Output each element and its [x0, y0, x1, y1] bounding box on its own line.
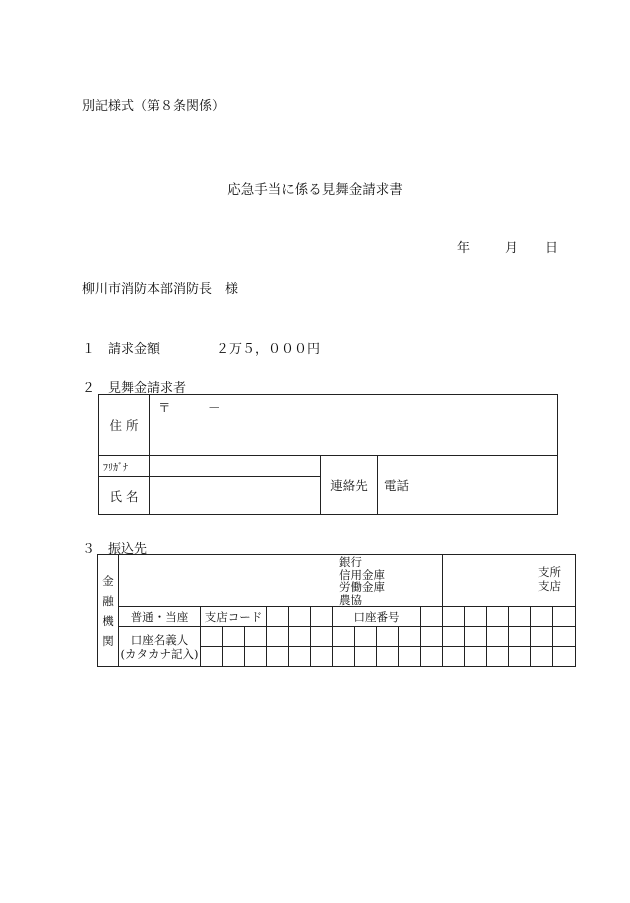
holder-box[interactable]: [553, 627, 576, 647]
account-number-label: 口座番号: [333, 607, 421, 627]
holder-box[interactable]: [553, 647, 576, 667]
branch-code-box-2[interactable]: [289, 607, 311, 627]
holder-box[interactable]: [267, 647, 289, 667]
section-request-amount: [82, 338, 320, 357]
branch-name-field[interactable]: [443, 555, 576, 607]
account-type-label[interactable]: 普通・当座: [119, 607, 201, 627]
address-label: 住 所: [99, 395, 150, 456]
bank-type-list: [119, 555, 442, 606]
holder-box[interactable]: [465, 647, 487, 667]
holder-box[interactable]: [311, 627, 333, 647]
holder-label-line2: (カタカナ記入): [120, 646, 199, 661]
holder-box[interactable]: [223, 627, 245, 647]
holder-box[interactable]: [509, 647, 531, 667]
bank-type-roukin: 労働金庫: [339, 580, 385, 594]
holder-box[interactable]: [201, 647, 223, 667]
holder-box[interactable]: [355, 647, 377, 667]
branch-type-shiten: 支店: [538, 579, 562, 593]
holder-box[interactable]: [531, 627, 553, 647]
holder-box[interactable]: [289, 647, 311, 667]
holder-box[interactable]: [245, 627, 267, 647]
holder-box[interactable]: [333, 647, 355, 667]
claimant-table: [98, 394, 558, 515]
holder-box[interactable]: [399, 647, 421, 667]
holder-box[interactable]: [443, 647, 465, 667]
bank-type-nokyo: 農協: [339, 592, 362, 607]
address-field[interactable]: [150, 395, 558, 456]
account-number-box-7[interactable]: [553, 607, 576, 627]
holder-box[interactable]: [311, 647, 333, 667]
holder-box[interactable]: [421, 627, 443, 647]
branch-type-list: [443, 555, 575, 593]
holder-box[interactable]: [487, 647, 509, 667]
holder-box[interactable]: [201, 627, 223, 647]
inst-char-4: 関: [102, 633, 114, 648]
postal-dash: －: [208, 400, 221, 415]
account-holder-label: [119, 627, 201, 667]
date-month: 月: [505, 241, 519, 256]
bank-type-bank: 銀行: [339, 555, 362, 569]
section1-label: 請求金額: [108, 342, 161, 357]
addressee: 柳川市消防本部消防長 様: [82, 282, 239, 297]
holder-box[interactable]: [355, 627, 377, 647]
holder-label-line1: 口座名義人: [130, 632, 189, 647]
branch-code-box-1[interactable]: [267, 607, 289, 627]
account-number-box-4[interactable]: [487, 607, 509, 627]
section1-number: １: [82, 342, 96, 357]
contact-label: 連絡先: [321, 456, 378, 515]
branch-code-box-3[interactable]: [311, 607, 333, 627]
form-label: 別記様式（第８条関係）: [82, 99, 226, 114]
section2-number: ２: [82, 381, 96, 396]
account-number-box-5[interactable]: [509, 607, 531, 627]
inst-char-2: 融: [102, 593, 114, 608]
postal-mark: 〒: [158, 400, 171, 415]
holder-box[interactable]: [399, 627, 421, 647]
request-amount: ２万５，０００円: [216, 342, 321, 357]
section3-number: ３: [82, 542, 96, 557]
furigana-field[interactable]: [150, 456, 321, 477]
bank-name-field[interactable]: [119, 555, 443, 607]
date-year: 年: [457, 241, 471, 256]
holder-box[interactable]: [377, 627, 399, 647]
holder-box[interactable]: [443, 627, 465, 647]
branch-code-label: 支店コード: [201, 607, 267, 627]
name-label: 氏 名: [99, 477, 150, 515]
holder-box[interactable]: [333, 627, 355, 647]
account-number-box-3[interactable]: [465, 607, 487, 627]
furigana-label: ﾌﾘｶﾞﾅ: [99, 456, 150, 477]
holder-box[interactable]: [223, 647, 245, 667]
account-number-box-1[interactable]: [421, 607, 443, 627]
date-row: [457, 237, 558, 256]
holder-box[interactable]: [267, 627, 289, 647]
holder-box[interactable]: [487, 627, 509, 647]
holder-box[interactable]: [377, 647, 399, 667]
holder-box[interactable]: [509, 627, 531, 647]
phone-field[interactable]: [378, 456, 558, 515]
account-number-box-2[interactable]: [443, 607, 465, 627]
financial-institution-label: [98, 555, 119, 667]
holder-box[interactable]: [531, 647, 553, 667]
phone-label: 電話: [384, 478, 410, 493]
date-day: 日: [545, 241, 559, 256]
section3-label: 振込先: [108, 542, 148, 557]
bank-transfer-table: [97, 554, 576, 667]
document-title: 応急手当に係る見舞金請求書: [227, 182, 403, 198]
holder-box[interactable]: [245, 647, 267, 667]
bank-type-shinkin: 信用金庫: [339, 567, 385, 582]
holder-box[interactable]: [465, 627, 487, 647]
account-number-box-6[interactable]: [531, 607, 553, 627]
name-field[interactable]: [150, 477, 321, 515]
holder-box[interactable]: [289, 627, 311, 647]
inst-char-1: 金: [102, 573, 114, 588]
inst-char-3: 機: [102, 613, 114, 628]
section2-label: 見舞金請求者: [108, 381, 187, 396]
branch-type-shisho: 支所: [538, 565, 562, 579]
holder-box[interactable]: [421, 647, 443, 667]
